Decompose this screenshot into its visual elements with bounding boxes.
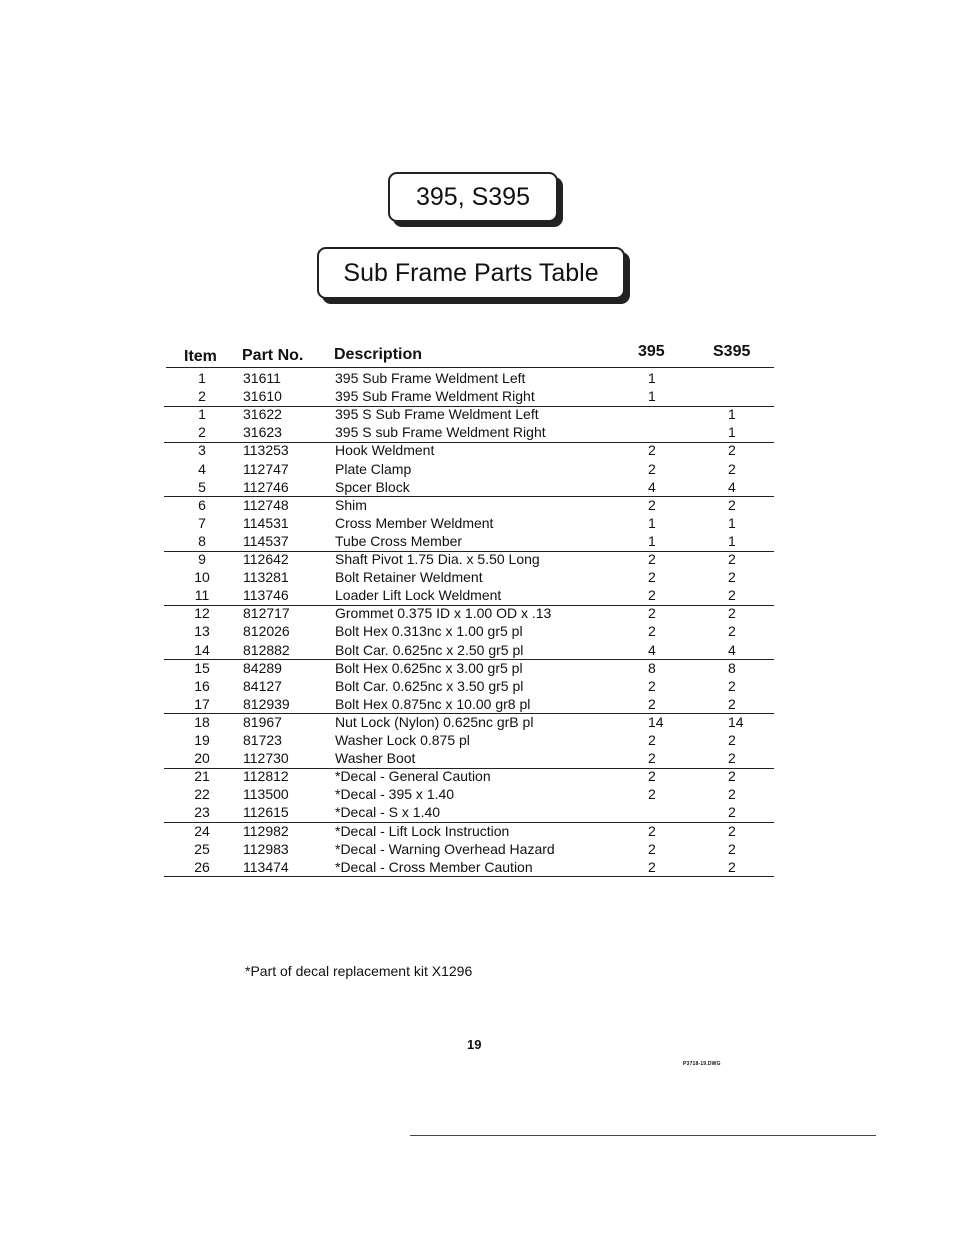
part-number: 112748 — [243, 496, 289, 513]
part-description: Bolt Car. 0.625nc x 2.50 gr5 pl — [335, 641, 524, 658]
item-number: 26 — [194, 858, 210, 875]
qty-395: 2 — [648, 605, 656, 622]
qty-395: 2 — [648, 587, 656, 604]
part-description: Nut Lock (Nylon) 0.625nc grB pl — [335, 713, 534, 730]
part-description: Grommet 0.375 ID x 1.00 OD x .13 — [335, 605, 552, 622]
bottom-rule — [410, 1135, 876, 1136]
drawing-reference: P3718-19.DWG — [683, 1061, 721, 1067]
part-description: Bolt Hex 0.875nc x 10.00 gr8 pl — [335, 695, 531, 712]
item-number: 17 — [194, 695, 210, 712]
qty-395: 2 — [648, 569, 656, 586]
qty-395: 2 — [648, 460, 656, 477]
part-number: 31623 — [243, 424, 282, 441]
item-number: 11 — [194, 587, 210, 604]
part-number: 112642 — [243, 551, 289, 567]
qty-s395: 2 — [728, 732, 736, 748]
qty-395: 2 — [648, 822, 656, 839]
part-description: Cross Member Weldment — [335, 514, 494, 531]
header-395: 395 — [638, 343, 665, 360]
qty-s395: 1 — [728, 424, 736, 441]
qty-s395: 2 — [728, 695, 736, 712]
part-description: 395 Sub Frame Weldment Right — [335, 388, 535, 405]
part-number: 81723 — [243, 732, 282, 748]
part-number: 31622 — [243, 406, 282, 423]
part-number: 84289 — [243, 659, 282, 676]
part-number: 112730 — [243, 750, 289, 767]
part-number: 112746 — [243, 478, 289, 495]
part-description: Bolt Hex 0.625nc x 3.00 gr5 pl — [335, 659, 523, 676]
item-number: 12 — [194, 605, 210, 622]
part-number: 113500 — [243, 786, 289, 803]
item-number: 5 — [198, 478, 206, 495]
part-number: 812026 — [243, 623, 290, 640]
part-description: Washer Lock 0.875 pl — [335, 732, 470, 748]
qty-s395: 2 — [728, 605, 736, 622]
qty-s395: 2 — [728, 460, 736, 477]
item-number: 6 — [198, 496, 206, 513]
item-number: 8 — [198, 532, 206, 549]
footnote: *Part of decal replacement kit X1296 — [245, 963, 473, 979]
item-number: 16 — [194, 677, 210, 694]
table-title: Sub Frame Parts Table — [317, 247, 625, 299]
item-number: 4 — [198, 460, 206, 477]
item-number: 1 — [198, 406, 206, 423]
qty-s395: 2 — [728, 786, 736, 803]
qty-395: 2 — [648, 732, 656, 748]
qty-s395: 2 — [728, 551, 736, 567]
item-number: 2 — [198, 388, 206, 405]
part-description: Plate Clamp — [335, 460, 412, 477]
item-number: 2 — [198, 424, 206, 441]
part-number: 112982 — [243, 822, 289, 839]
part-description: Bolt Car. 0.625nc x 3.50 gr5 pl — [335, 677, 524, 694]
qty-s395: 1 — [728, 514, 736, 531]
part-description: Bolt Retainer Weldment — [335, 569, 483, 586]
qty-395: 1 — [648, 514, 656, 531]
qty-s395: 8 — [728, 659, 736, 676]
part-number: 112812 — [243, 768, 289, 785]
part-description: Bolt Hex 0.313nc x 1.00 gr5 pl — [335, 623, 523, 640]
part-description: Hook Weldment — [335, 442, 435, 459]
qty-s395: 2 — [728, 569, 736, 586]
item-number: 3 — [198, 442, 206, 459]
item-number: 10 — [194, 569, 210, 586]
item-number: 7 — [198, 514, 206, 531]
header-item: Item — [184, 348, 217, 365]
qty-395: 2 — [648, 695, 656, 712]
header-rule — [166, 367, 774, 368]
item-number: 1 — [198, 370, 206, 386]
qty-s395: 2 — [728, 858, 736, 875]
header-part-no: Part No. — [242, 347, 304, 364]
qty-s395: 2 — [728, 677, 736, 694]
item-number: 23 — [194, 804, 210, 821]
qty-395: 2 — [648, 768, 656, 785]
part-number: 812717 — [243, 605, 290, 622]
part-number: 112983 — [243, 840, 289, 857]
qty-395: 2 — [648, 786, 656, 803]
part-description: *Decal - General Caution — [335, 768, 491, 785]
group-separator — [164, 876, 774, 877]
qty-s395: 4 — [728, 478, 736, 495]
item-number: 15 — [194, 659, 210, 676]
part-number: 112615 — [243, 804, 289, 821]
item-number: 19 — [194, 732, 210, 748]
part-number: 81967 — [243, 713, 282, 730]
part-number: 113746 — [243, 587, 289, 604]
item-number: 13 — [194, 623, 210, 640]
qty-395: 2 — [648, 496, 656, 513]
part-number: 113253 — [243, 442, 289, 459]
qty-s395: 2 — [728, 587, 736, 604]
part-number: 812939 — [243, 695, 290, 712]
qty-395: 2 — [648, 858, 656, 875]
part-number: 31611 — [243, 370, 281, 386]
part-number: 114537 — [243, 532, 289, 549]
part-number: 113281 — [243, 569, 289, 586]
page-number: 19 — [467, 1037, 482, 1052]
part-description: *Decal - Lift Lock Instruction — [335, 822, 510, 839]
qty-s395: 1 — [728, 532, 736, 549]
item-number: 25 — [194, 840, 210, 857]
qty-395: 1 — [648, 388, 656, 405]
part-number: 113474 — [243, 858, 289, 875]
qty-s395: 14 — [728, 713, 744, 730]
qty-395: 2 — [648, 551, 656, 567]
qty-395: 1 — [648, 532, 656, 549]
qty-395: 4 — [648, 641, 656, 658]
part-number: 112747 — [243, 460, 289, 477]
part-description: Tube Cross Member — [335, 532, 463, 549]
qty-s395: 4 — [728, 641, 736, 658]
item-number: 20 — [194, 750, 210, 767]
part-description: *Decal - Cross Member Caution — [335, 858, 533, 875]
qty-s395: 2 — [728, 623, 736, 640]
qty-395: 8 — [648, 659, 656, 676]
part-description: Spcer Block — [335, 478, 410, 495]
part-description: Shaft Pivot 1.75 Dia. x 5.50 Long — [335, 551, 540, 567]
item-number: 21 — [194, 768, 210, 785]
qty-s395: 2 — [728, 768, 736, 785]
model-title: 395, S395 — [388, 172, 558, 222]
qty-395: 2 — [648, 840, 656, 857]
item-number: 14 — [194, 641, 210, 658]
part-description: 395 S Sub Frame Weldment Left — [335, 406, 539, 423]
part-number: 812882 — [243, 641, 290, 658]
qty-395: 2 — [648, 677, 656, 694]
qty-s395: 2 — [728, 496, 736, 513]
qty-s395: 2 — [728, 840, 736, 857]
part-description: *Decal - 395 x 1.40 — [335, 786, 455, 803]
qty-s395: 2 — [728, 442, 736, 459]
qty-395: 14 — [648, 713, 664, 730]
part-number: 31610 — [243, 388, 282, 405]
part-description: *Decal - Warning Overhead Hazard — [335, 840, 555, 857]
qty-395: 2 — [648, 623, 656, 640]
part-description: Washer Boot — [335, 750, 416, 767]
qty-s395: 2 — [728, 822, 736, 839]
part-description: Shim — [335, 496, 367, 513]
qty-395: 1 — [648, 370, 656, 386]
part-description: 395 Sub Frame Weldment Left — [335, 370, 526, 386]
item-number: 24 — [194, 822, 210, 839]
item-number: 22 — [194, 786, 210, 803]
qty-395: 4 — [648, 478, 656, 495]
qty-395: 2 — [648, 750, 656, 767]
qty-s395: 1 — [728, 406, 736, 423]
header-s395: S395 — [713, 343, 751, 360]
part-description: *Decal - S x 1.40 — [335, 804, 441, 821]
qty-s395: 2 — [728, 750, 736, 767]
item-number: 9 — [198, 551, 206, 567]
part-number: 114531 — [243, 514, 289, 531]
part-description: 395 S sub Frame Weldment Right — [335, 424, 546, 441]
header-description: Description — [334, 346, 423, 363]
item-number: 18 — [194, 713, 210, 730]
qty-395: 2 — [648, 442, 656, 459]
qty-s395: 2 — [728, 804, 736, 821]
part-description: Loader Lift Lock Weldment — [335, 587, 502, 604]
part-number: 84127 — [243, 677, 282, 694]
